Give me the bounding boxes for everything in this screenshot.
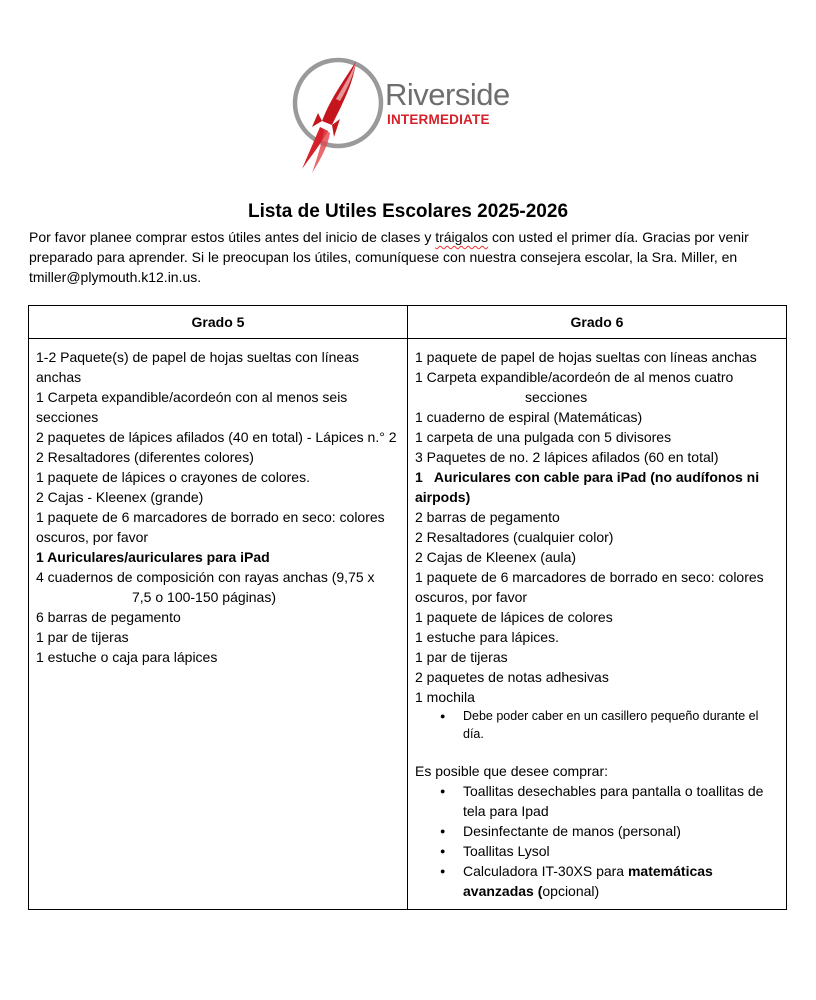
list-item: 4 cuadernos de composición con rayas anchas (9,75 x — [36, 569, 375, 585]
list-item: ● Desinfectante de manos (personal) — [463, 821, 780, 841]
list-item: 1 Carpeta expandible/acordeón con al menos seis secciones — [36, 389, 348, 425]
calculator-bold-text: matemáticas avanzadas ( — [463, 863, 713, 899]
backpack-note: ● Debe poder caber en un casillero pequeño durante el día. — [463, 707, 780, 743]
rocket-logo-icon — [288, 55, 388, 175]
spellcheck-flagged-word: tráigalos — [435, 229, 489, 245]
calculator-optional-text: opcional) — [542, 883, 600, 899]
list-item: secciones — [525, 389, 588, 405]
grade-6-list — [408, 339, 787, 910]
list-item: 1 paquete de papel de hojas sueltas con líneas anchas — [415, 349, 757, 365]
calculator-text: Calculadora IT-30XS para — [463, 863, 628, 879]
list-item: 1-2 Paquete(s) de papel de hojas sueltas con líneas anchas — [36, 349, 359, 385]
intro-text-end: con usted el primer día. Gracias por venir preparado para aprender. Si le preocupan los útiles, comuníquese con nuestra consejera escolar, la Sra. Miller, en tmiller@plymouth.k12.in.us. — [29, 229, 749, 285]
list-item: 2 Resaltadores (diferentes colores) — [36, 449, 254, 465]
table-header-row — [29, 306, 787, 339]
list-item: 1 cuaderno de espiral (Matemáticas) — [415, 409, 643, 425]
supply-table — [28, 305, 787, 910]
list-item: 1 Auriculares con cable para iPad (no audífonos ni airpods) — [415, 469, 764, 505]
list-item: 1 estuche o caja para lápices — [36, 649, 218, 665]
header-grade-5: Grado 5 — [29, 306, 408, 339]
list-item: 1 paquete de 6 marcadores de borrado en seco: colores oscuros, por favor — [415, 569, 764, 605]
intro-text-start: Por favor planee comprar estos útiles antes del inicio de clases y — [29, 229, 436, 245]
list-item: 2 Resaltadores (cualquier color) — [415, 529, 614, 545]
list-item: 6 barras de pegamento — [36, 609, 181, 625]
grade-5-list — [29, 339, 408, 910]
logo-wordmark: Riverside — [385, 77, 510, 112]
list-item: 1 mochila — [415, 689, 475, 705]
list-item: 1 Auriculares/auriculares para iPad — [36, 549, 270, 565]
list-item: 2 paquetes de notas adhesivas — [415, 669, 609, 685]
school-logo — [288, 55, 528, 175]
calculator-item — [463, 861, 780, 901]
list-item: 1 paquete de lápices de colores — [415, 609, 613, 625]
list-item: ● Toallitas desechables para pantalla o toallitas de tela para Ipad — [463, 781, 780, 821]
header-grade-6: Grado 6 — [408, 306, 787, 339]
list-item: 1 carpeta de una pulgada con 5 divisores — [415, 429, 672, 445]
list-item: ● Toallitas Lysol — [463, 841, 780, 861]
intro-paragraph — [29, 227, 789, 287]
backpack-note-list — [415, 707, 780, 743]
list-item: 1 paquete de 6 marcadores de borrado en seco: colores oscuros, por favor — [36, 509, 385, 545]
list-item: 2 paquetes de lápices afilados (40 en total) - Lápices n.° 2 — [36, 429, 397, 445]
list-item: 1 par de tijeras — [415, 649, 508, 665]
logo-subtitle: INTERMEDIATE — [387, 112, 490, 127]
list-item: 2 Cajas de Kleenex (aula) — [415, 549, 577, 565]
list-item: 2 barras de pegamento — [415, 509, 560, 525]
list-item: 2 Cajas - Kleenex (grande) — [36, 489, 204, 505]
list-item: 7,5 o 100-150 páginas) — [132, 589, 276, 605]
optional-heading: Es posible que desee comprar: — [415, 763, 608, 779]
list-item: 1 estuche para lápices. — [415, 629, 559, 645]
page-title: Lista de Utiles Escolares 2025-2026 — [247, 201, 569, 222]
optional-list — [415, 781, 780, 901]
list-item: 3 Paquetes de no. 2 lápices afilados (60 en total) — [415, 449, 719, 465]
table-body-row — [29, 339, 787, 910]
list-item: 1 paquete de lápices o crayones de colores. — [36, 469, 310, 485]
list-item: 1 Carpeta expandible/acordeón de al menos cuatro — [415, 369, 734, 385]
list-item: 1 par de tijeras — [36, 629, 129, 645]
